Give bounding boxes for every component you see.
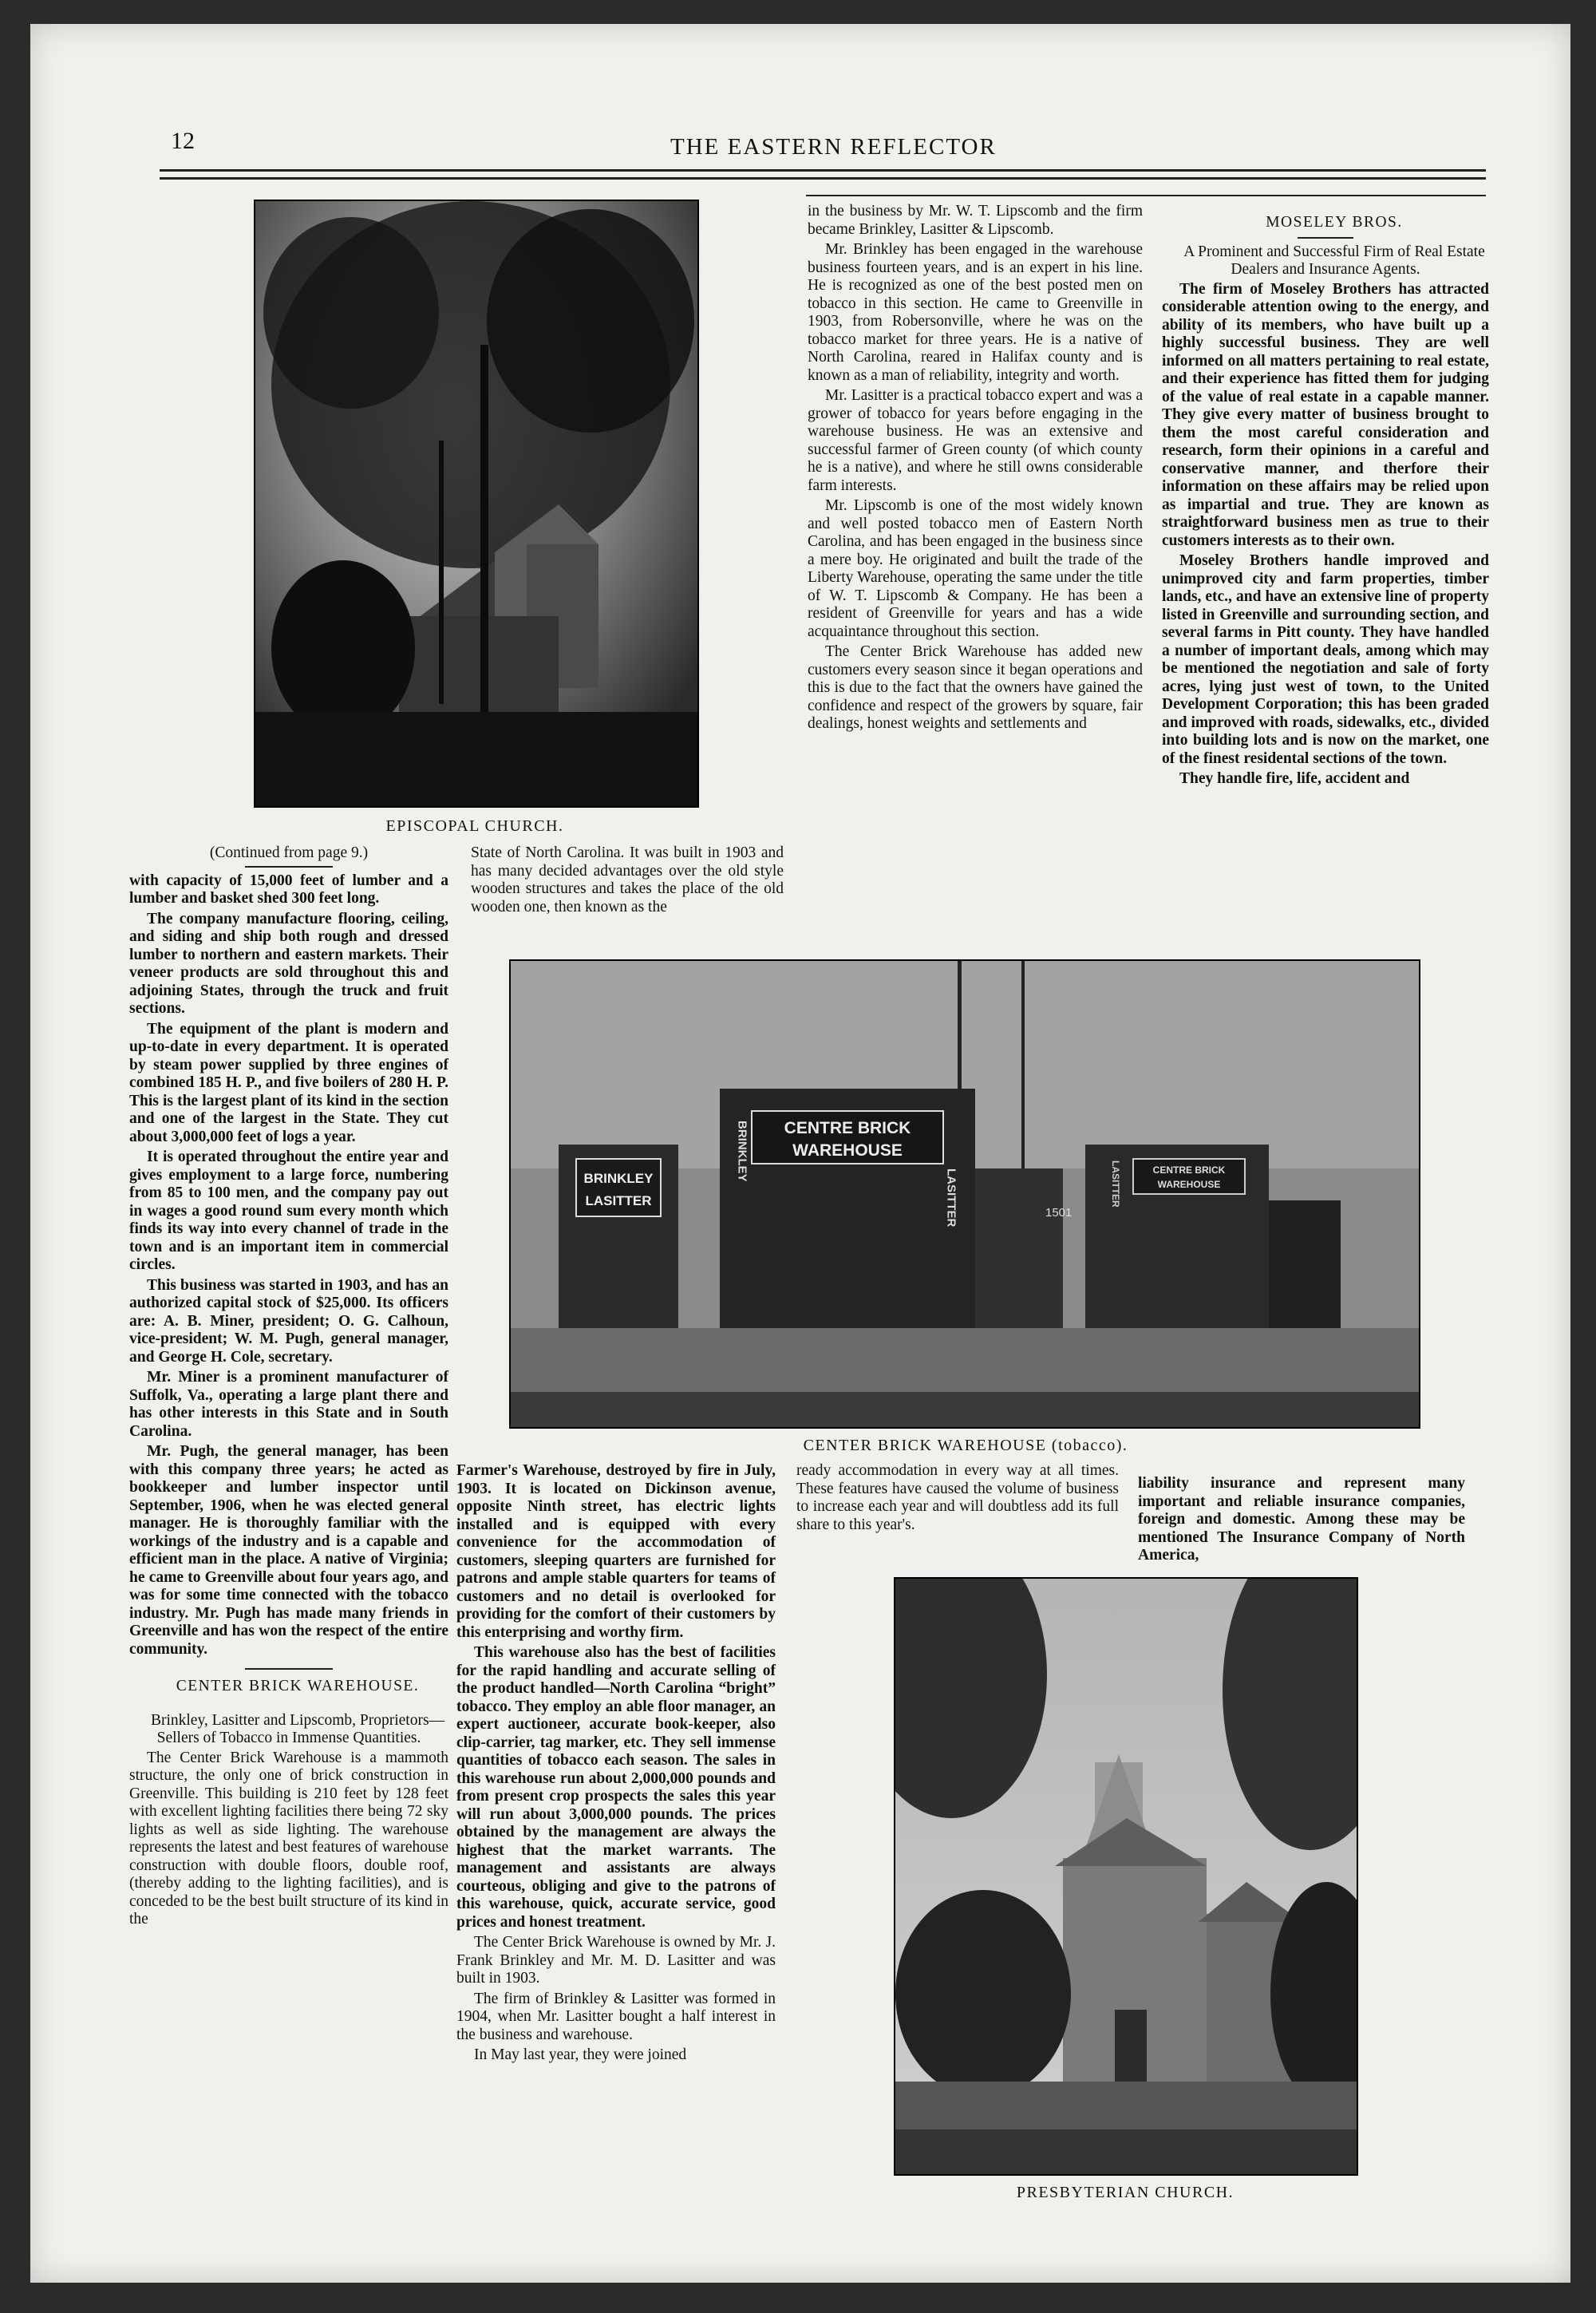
section-subheading: A Prominent and Successful Firm of Real Estate Dealers and Insurance Agents. (1183, 243, 1485, 278)
page-number: 12 (171, 128, 195, 154)
paragraph: The firm of Moseley Brothers has attracted considerable attention owing to the energy, and ability of its members, who have built up a highly successful business. They are well informed on all matters pertaining to real estate, and their experience has fitted them for judging of the value of real estate in a capable manner. They give every matter of business brought to them the most careful consideration and research, form their opinions in a careful and conservative manner, and therfore their information on these affairs may be relied upon as impartial and true. They are known as straightforward business men as true to their customers interests as to their own. (1162, 280, 1489, 549)
paragraph: Mr. Brinkley has been engaged in the warehouse business fourteen years, and is an expert in his line. He is recognized as one of the best posted men on tobacco in this section. He came to Greenville in 1903, from Robersonville, where he was on the tobacco market for three years. He is a native of North Carolina, reared in Halifax county and is known as a man of reliability, integrity and worth. (808, 241, 1143, 384)
moseley-article (1162, 281, 1489, 789)
paragraph: liability insurance and represent many important and reliable insurance companies, foreign and domestic. Among these may be mentioned The Insurance Company of North America, (1138, 1475, 1465, 1564)
paragraph: ready accommodation in every way at all times. These features have caused the volume of business to increase each year and will doubtless add its full share to this year's. (796, 1462, 1119, 1533)
section-heading: MOSELEY BROS. (1266, 214, 1403, 231)
paragraph: The equipment of the plant is modern and up-to-date in every department. It is operated by steam power supplied by three engines of combined 185 H. P., and five boilers of 280 H. P. This is the largest plant of its kind in the section and one of the largest in the State. They cut about 3,000,000 feet of logs a year. (129, 1020, 448, 1145)
lumber-article (129, 872, 448, 1659)
sign-right-1: CENTRE BRICK (1152, 1164, 1226, 1176)
header-rule (160, 169, 1486, 172)
divider (245, 1668, 333, 1670)
column-2-top (471, 844, 784, 919)
paragraph: Mr. Lasitter is a practical tobacco expert and was a grower of tobacco for years before engaging in the warehouse business. He was an extensive and successful farmer of Green county (of which county he is a native), and where he still owns considerable farm interests. (808, 387, 1143, 494)
column-3-top (808, 203, 1143, 736)
vertical-sign-2: LASITTER (944, 1168, 958, 1228)
episcopal-church-caption: EPISCOPAL CHURCH. (385, 817, 564, 835)
section-heading: CENTER BRICK WAREHOUSE. (176, 1678, 420, 1694)
column-4-bottom (1138, 1475, 1465, 1568)
building-number: 1501 (1045, 1206, 1073, 1220)
paragraph: The Center Brick Warehouse has added new customers every season since it began operations and this is due to the fact that the owners have gained the confidence and respect of the growers by square, fair dealings, honest weights and settlements and (808, 643, 1143, 732)
paragraph: In May last year, they were joined (474, 2046, 687, 2063)
masthead: THE EASTERN REFLECTOR (670, 134, 997, 160)
section-subheading: Brinkley, Lasitter and Lipscomb, Proprietors—Sellers of Tobacco in Immense Quantities. (150, 1711, 445, 1746)
paragraph: The company manufacture flooring, ceiling, and siding and ship both rough and dressed lumber to northern and eastern markets. Their veneer products are sold throughout this and adjoining States, through the truck and fruit sections. (129, 910, 448, 1017)
paragraph: in the business by Mr. W. T. Lipscomb and the firm became Brinkley, Lasitter & Lipscomb. (808, 203, 1143, 238)
presbyterian-church-caption: PRESBYTERIAN CHURCH. (1016, 2184, 1235, 2201)
sign-right-2: WAREHOUSE (1157, 1179, 1221, 1190)
paragraph: Farmer's Warehouse, destroyed by fire in July, 1903. It is located on Dickinson avenue, opposite Ninth street, has electric lights installed and is equipped with every convenience for the accommodation of customers, sleeping quarters are furnished for patrons and ample stable quarters for teams of customers and no detail is overlooked for providing for the comfort of their customers by this enterprising and worthy firm. (456, 1462, 776, 1641)
vertical-sign-1: BRINKLEY (735, 1121, 749, 1182)
sign-main-2: WAREHOUSE (792, 1141, 903, 1160)
paragraph: This business was started in 1903, and has an authorized capital stock of $25,000. Its officers are: A. B. Miner, president; O. G. Calhoun, vice-president; W. M. Pugh, general manager, and George H. Cole, secretary. (129, 1276, 448, 1366)
warehouse-caption: CENTER BRICK WAREHOUSE (tobacco). (803, 1437, 1128, 1454)
continued-note: (Continued from page 9.) (209, 844, 369, 861)
paragraph: Mr. Miner is a prominent manufacturer of Suffolk, Va., operating a large plant there and has other interests in this State and in South Carolina. (129, 1369, 448, 1440)
paragraph: State of North Carolina. It was built in 1903 and has many decided advantages over the old style wooden structures and takes the place of the old wooden one, then known as the (471, 844, 784, 915)
sign-left-2: LASITTER (585, 1193, 652, 1208)
paragraph: with capacity of 15,000 feet of lumber and a lumber and basket shed 300 feet long. (129, 872, 448, 907)
paragraph: Mr. Pugh, the general manager, has been with this company three years; he acted as bookkeeper and lumber inspector until September, 1906, when he was elected general manager. He is thoroughly familiar with the workings of the industry and is a capable and efficient man in the place. A native of Virginia; he came to Greenville about four years ago, and was for some time connected with the tobacco industry. Mr. Pugh has made many friends in Greenville and has won the respect of the entire community. (129, 1443, 448, 1658)
paragraph: This warehouse also has the best of facilities for the rapid handling and accurate selling of the product handled—North Carolina “bright” tobacco. They employ an able floor manager, an expert auctioneer, accurate book-keeper, also clip-carrier, tag marker, etc. They sell immense quantities of tobacco each season. The sales in this warehouse run about 2,000,000 pounds and from present crop prospects the sales this year will run about 3,000,000 pounds. The prices obtained by the management are always the highest that the market warrants. The management and assistants are always courteous, obliging and give to the patrons of this warehouse, quick, accurate service, good prices and honest treatment. (456, 1644, 776, 1931)
column-2-bottom (456, 1462, 776, 2067)
sign-main-1: CENTRE BRICK (784, 1119, 911, 1137)
header-rule (160, 177, 1486, 180)
paragraph: It is operated throughout the entire year and gives employment to a large force, numbering from 85 to 100 men, and the company pay out in wages a good round sum every month which finds its way into every channel of trade in the town and is an important item in commercial circles. (129, 1149, 448, 1273)
episcopal-church-photo (254, 200, 699, 808)
column-rule (806, 195, 1486, 196)
divider (245, 866, 333, 868)
sign-left-1: BRINKLEY (583, 1171, 654, 1186)
paragraph: The Center Brick Warehouse is a mammoth structure, the only one of brick construction in Greenville. This building is 210 feet by 128 feet with excellent lighting facilities there being 72 sky lights as well as side lighting. The warehouse represents the latest and best features of warehouse construction with double floors, double roof, (thereby adding to the lighting facilities), and is conceded to be the best built structure of its kind in the (129, 1749, 448, 1928)
column-1 (129, 844, 448, 1931)
paragraph: The Center Brick Warehouse is owned by Mr. J. Frank Brinkley and Mr. M. D. Lasitter and was built in 1903. (456, 1934, 776, 1987)
paragraph: Moseley Brothers handle improved and unimproved city and farm properties, timber lands, etc., and have an extensive line of property listed in Greenville and surrounding section, and several farms in Pitt county. They have handled a number of important deals, among which may be mentioned the negotiation and sale of forty acres, lying just west of town, to the United Development Corporation; this has been graded and improved with roads, sidewalks, etc., divided into building lots and is now on the market, one of the finest residental sections of the town. (1162, 552, 1489, 767)
divider (1298, 237, 1353, 239)
paragraph: The firm of Brinkley & Lasitter was formed in 1904, when Mr. Lasitter bought a half interest in the business and warehouse. (456, 1990, 776, 2043)
presbyterian-church-photo (894, 1577, 1358, 2176)
paragraph: They handle fire, life, accident and (1179, 770, 1410, 787)
paragraph: Mr. Lipscomb is one of the most widely known and well posted tobacco men of Eastern North Carolina, and has been engaged in the business since a mere boy. He originated and built the trade of the Liberty Warehouse, operating the same under the title of W. T. Lipscomb & Company. He has been a resident of Greenville for years and has a wide acquaintance throughout this section. (808, 497, 1143, 640)
column-4-top (1162, 214, 1489, 791)
column-3-bottom (796, 1462, 1119, 1536)
vertical-sign-3: LASITTER (1110, 1160, 1121, 1208)
warehouse-photo (509, 959, 1420, 1429)
